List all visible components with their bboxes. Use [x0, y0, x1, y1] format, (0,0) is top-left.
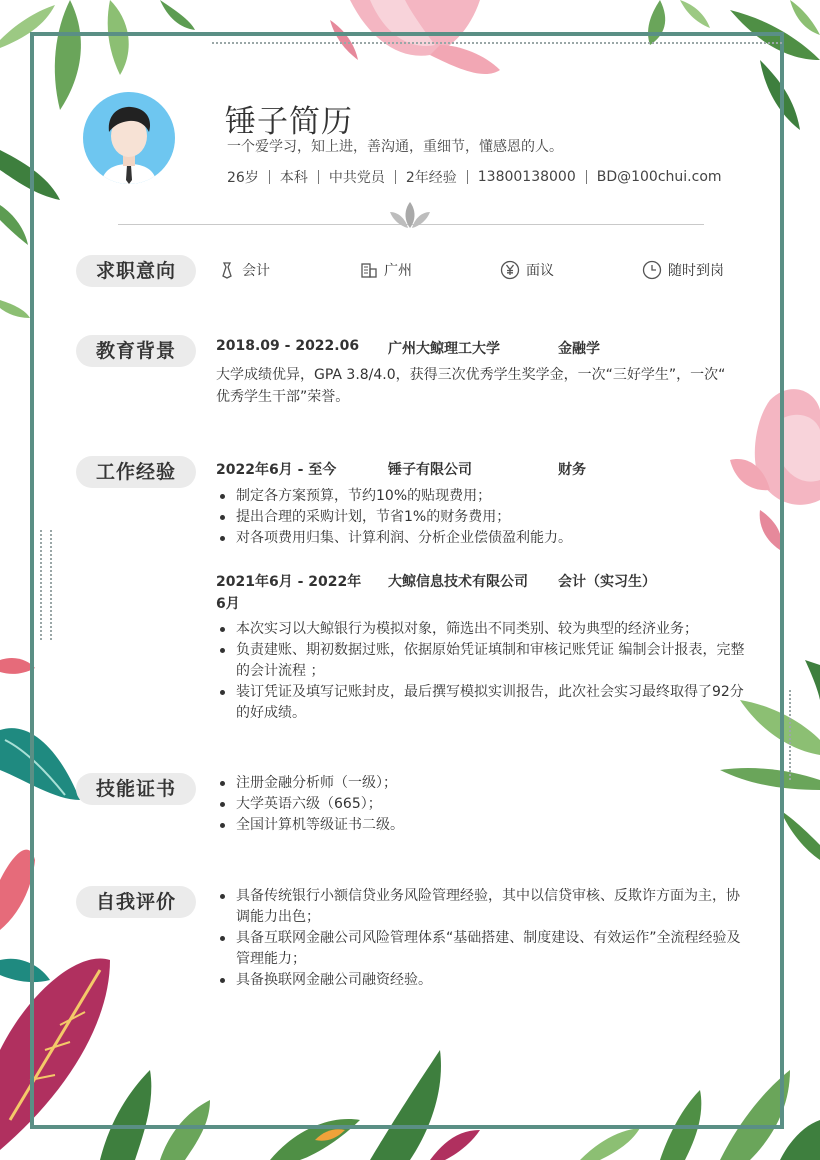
personal-info-row [227, 167, 722, 187]
job-2-company: 大鲸信息技术有限公司 [388, 574, 528, 590]
job-2-role: 会计（实习生） [558, 574, 656, 590]
section-title-intent: 求职意向 [76, 255, 196, 287]
leaf-ornament-icon [388, 200, 432, 230]
separator [586, 170, 587, 184]
education-period: 2018.09 - 2022.06 [216, 338, 360, 354]
list-item: 制定各方案预算，节约10%的贴现费用； [216, 486, 746, 507]
job-2-period: 2021年6月 - 2022年 [216, 574, 362, 590]
job-1-period: 2022年6月 - 至今 [216, 462, 337, 478]
section-title-self: 自我评价 [76, 886, 196, 918]
education-desc-line: 优秀学生干部”荣誉。 [216, 389, 350, 405]
political-status: 中共党员 [328, 170, 385, 186]
education-major: 金融学 [558, 341, 600, 357]
intent-salary-label: 面议 [526, 263, 554, 279]
avatar [83, 92, 175, 184]
list-item: 具备换联网金融公司融资经验。 [216, 970, 746, 991]
job-1-company: 锤子有限公司 [388, 462, 472, 478]
intent-availability-label: 随时到岗 [668, 263, 724, 279]
age: 26岁 [227, 170, 259, 186]
resume-name: 锤子简历 [225, 104, 353, 140]
section-title-work: 工作经验 [76, 456, 196, 488]
dotted-line-left [40, 530, 42, 640]
intent-city-label: 广州 [384, 263, 412, 279]
list-item: 提出合理的采购计划，节省1%的财务费用； [216, 507, 746, 528]
dotted-line-top [212, 42, 782, 44]
intent-salary [500, 260, 554, 280]
job-2-bullets [216, 619, 746, 724]
self-evaluation-bullets [216, 886, 746, 991]
job-1-role: 财务 [558, 462, 586, 478]
phone: 13800138000 [477, 169, 576, 185]
skills-bullets [216, 773, 746, 836]
section-title-education: 教育背景 [76, 335, 196, 367]
list-item: 全国计算机等级证书二级。 [216, 815, 746, 836]
separator [395, 170, 396, 184]
section-title-skills: 技能证书 [76, 773, 196, 805]
clock-icon [642, 260, 662, 280]
job-1-bullets [216, 486, 746, 549]
separator [318, 170, 319, 184]
education-school: 广州大鲸理工大学 [388, 341, 500, 357]
resume-motto: 一个爱学习，知上进，善沟通，重细节，懂感恩的人。 [227, 139, 563, 155]
list-item: 对各项费用归集、计算利润、分析企业偿债盈利能力。 [216, 528, 746, 549]
building-icon [360, 261, 378, 279]
intent-availability [642, 260, 724, 280]
education-desc-line: 大学成绩优异，GPA 3.8/4.0，获得三次优秀学生奖学金，一次“三好学生”，一次“ [216, 367, 726, 383]
intent-city [360, 260, 412, 280]
yen-icon [500, 260, 520, 280]
list-item: 具备传统银行小额信贷业务风险管理经验，其中以信贷审核、反欺诈方面为主，协调能力出色； [216, 886, 746, 928]
experience-years: 2年经验 [405, 170, 457, 186]
dotted-line-left-2 [50, 530, 52, 640]
list-item: 大学英语六级（665）； [216, 794, 746, 815]
separator [269, 170, 270, 184]
intent-position [218, 260, 270, 280]
job-2-period-cont: 6月 [216, 596, 240, 612]
separator [467, 170, 468, 184]
avatar-person-icon [83, 92, 175, 184]
list-item: 本次实习以大鲸银行为模拟对象，筛选出不同类别、较为典型的经济业务； [216, 619, 746, 640]
education-description [216, 364, 746, 408]
tie-icon [218, 261, 236, 279]
list-item: 装订凭证及填写记账封皮，最后撰写模拟实训报告，此次社会实习最终取得了92分的好成绩。 [216, 682, 746, 724]
degree: 本科 [279, 170, 308, 186]
list-item: 具备互联网金融公司风险管理体系“基础搭建、制度建设、有效运作”全流程经验及管理能力； [216, 928, 746, 970]
dotted-line-right [789, 690, 791, 780]
list-item: 注册金融分析师（一级）； [216, 773, 746, 794]
intent-position-label: 会计 [242, 263, 270, 279]
list-item: 负责建账、期初数据过账，依据原始凭证填制和审核记账凭证 编制会计报表，完整的会计流程 ； [216, 640, 746, 682]
email: BD@100chui.com [596, 169, 722, 185]
